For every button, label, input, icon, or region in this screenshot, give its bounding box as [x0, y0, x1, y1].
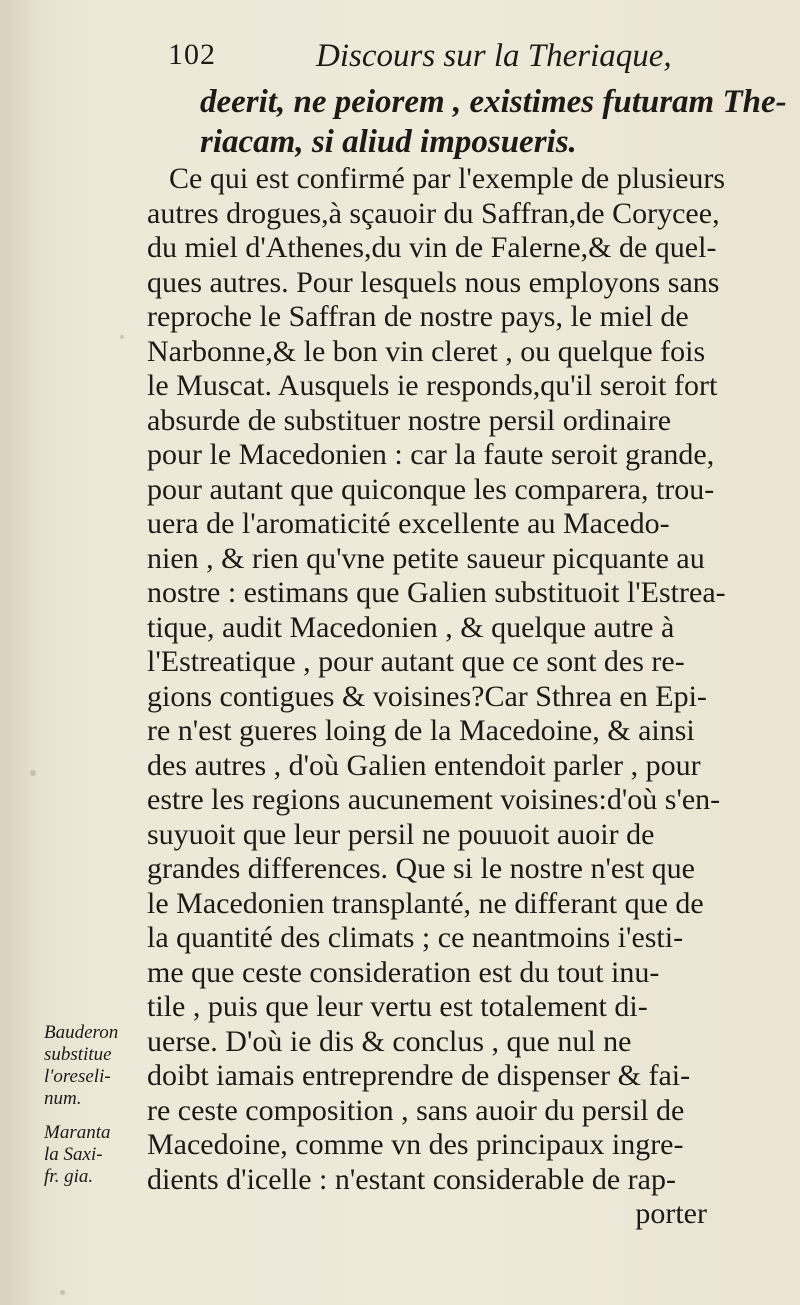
- latin-line: deerit, ne peiorem , existimes futuram The-: [200, 84, 787, 120]
- text-line: re n'est gueres loing de la Macedoine, & ainsi: [147, 714, 695, 747]
- text-line: le Muscat. Ausquels ie responds,qu'il seroit fort: [147, 369, 718, 402]
- text-line: gions contigues & voisines?Car Sthrea en Epi-: [147, 679, 707, 713]
- text-line: Narbonne,& le bon vin cleret , ou quelque fois: [147, 334, 706, 368]
- paper-blemish: [120, 335, 124, 339]
- margin-note-line: l'oreseli-: [44, 1066, 111, 1087]
- paper-blemish: [60, 1290, 65, 1295]
- text-line: uera de l'aromaticité excellente au Macedo-: [147, 507, 670, 540]
- margin-notes: [44, 1022, 144, 1188]
- margin-note-line: Bauderon: [44, 1022, 119, 1043]
- margin-note-line: substitue: [44, 1044, 112, 1065]
- text-line: autres drogues,à sçauoir du Saffran,de Corycee,: [147, 196, 720, 230]
- paper-blemish: [30, 770, 36, 776]
- text-line: suyuoit que leur persil ne pouuoit auoir de: [147, 817, 655, 851]
- latin-line: riacam, si aliud imposueris.: [200, 124, 577, 160]
- text-line: ques autres. Pour lesquels nous employons sans: [147, 265, 720, 299]
- margin-note-line: la Saxi-: [44, 1144, 103, 1165]
- text-line: tique, audit Macedonien , & quelque autre à: [147, 610, 675, 644]
- text-line: nien , & rien qu'vne petite saueur picquante au: [147, 541, 705, 575]
- text-line: tile , puis que leur vertu est totalement di-: [147, 990, 648, 1023]
- text-line: Macedoine, comme vn des principaux ingre-: [147, 1128, 684, 1161]
- running-title: Discours sur la Theriaque,: [316, 38, 672, 74]
- text-line: pour le Macedonien : car la faute seroit grande,: [147, 438, 715, 471]
- body-text: [147, 162, 747, 1232]
- text-line: le Macedonien transplanté, ne differant que de: [147, 886, 704, 920]
- latin-quotation: [200, 82, 787, 162]
- text-line: reproche le Saffran de nostre pays, le miel de: [147, 300, 689, 333]
- margin-note-line: fr. gia.: [44, 1166, 94, 1187]
- margin-note-line: num.: [44, 1088, 82, 1109]
- text-line: estre les regions aucunement voisines:d'où s'en-: [147, 783, 721, 816]
- page-number: 102: [168, 38, 216, 71]
- text-line: Ce qui est confirmé par l'exemple de plusieurs: [169, 162, 726, 195]
- text-line: nostre : estimans que Galien substituoit l'Estrea-: [147, 576, 726, 609]
- text-line: l'Estreatique , pour autant que ce sont des re-: [147, 645, 685, 678]
- running-head: [168, 38, 728, 82]
- text-line: doibt iamais entreprendre de dispenser & fai-: [147, 1059, 691, 1092]
- text-line: dients d'icelle : n'estant considerable de rap-: [147, 1162, 676, 1196]
- text-line: la quantité des climats ; ce neantmoins i'esti-: [147, 921, 684, 954]
- text-line: uerse. D'où ie dis & conclus , que nul ne: [147, 1024, 632, 1058]
- text-line: grandes differences. Que si le nostre n'est que: [147, 852, 695, 885]
- text-line: re ceste composition , sans auoir du persil de: [147, 1093, 685, 1127]
- margin-note-spacer: [44, 1110, 144, 1122]
- text-line: me que ceste consideration est du tout inu-: [147, 955, 660, 989]
- margin-note-line: Maranta: [44, 1122, 111, 1143]
- catchword: porter: [635, 1197, 707, 1230]
- text-line: absurde de substituer nostre persil ordinaire: [147, 403, 672, 437]
- page-gutter-shadow: [0, 0, 38, 1305]
- text-line: pour autant que quiconque les comparera, trou-: [147, 472, 715, 506]
- text-line: des autres , d'où Galien entendoit parler , pour: [147, 748, 701, 782]
- text-line: du miel d'Athenes,du vin de Falerne,& de quel-: [147, 231, 717, 264]
